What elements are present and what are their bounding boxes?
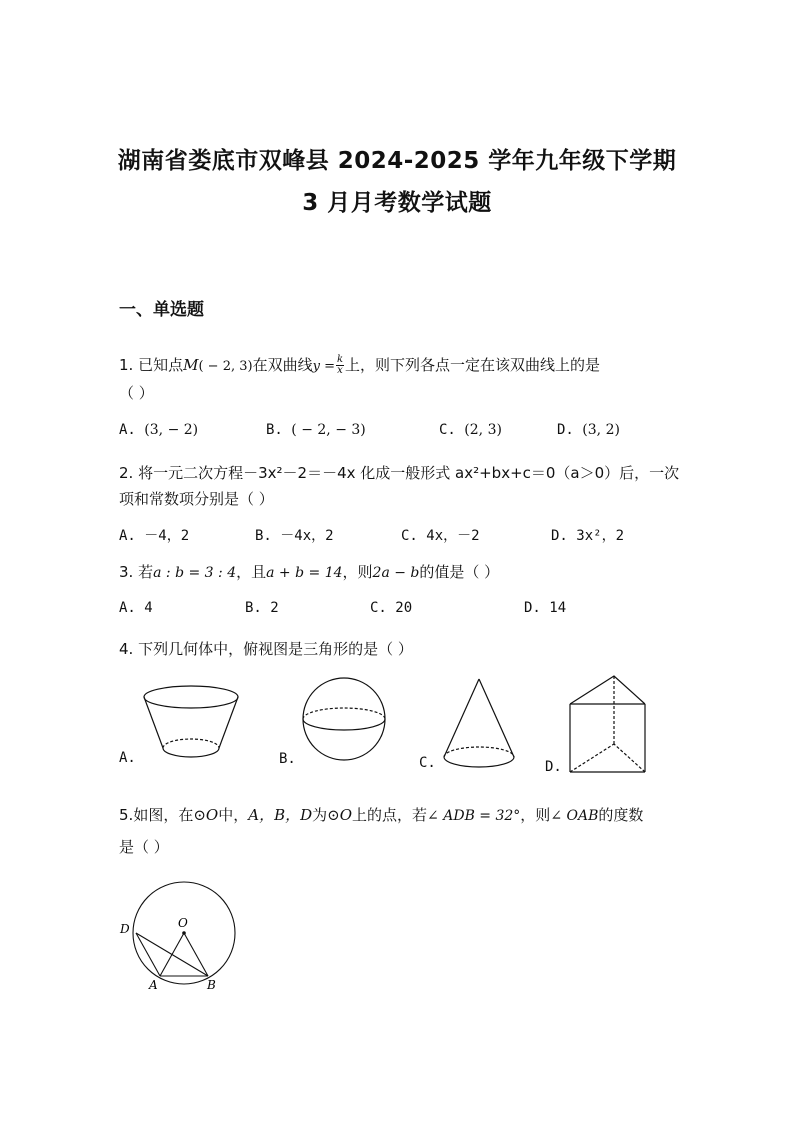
label-b: B	[207, 978, 216, 992]
question-2-stem-line2: 项和常数项分别是（ ）	[119, 490, 274, 508]
question-number: 3.	[119, 563, 134, 581]
label-d: D	[120, 922, 130, 936]
q4-option-c-label[interactable]: C.	[419, 755, 436, 771]
q4-option-a-label[interactable]: A.	[119, 750, 136, 766]
q2-option-b[interactable]: B. －4x，2	[255, 528, 334, 544]
q4-option-b-label[interactable]: B.	[279, 751, 296, 767]
question-3-stem: 3. 若a : b = 3 : 4，且a + b = 14，则2a − b的值是（ ）	[119, 563, 500, 581]
cone-figure	[444, 679, 514, 767]
label-a: A	[149, 978, 158, 992]
q2-option-a[interactable]: A. －4，2	[119, 528, 190, 544]
frustum-figure	[144, 686, 238, 757]
q1-option-d[interactable]: D. (3, 2)	[557, 422, 620, 438]
triangular-prism-figure	[570, 676, 645, 772]
question-1-answer-paren: （ ）	[119, 384, 154, 402]
q2-option-d[interactable]: D. 3x²，2	[551, 528, 625, 544]
q3-option-b[interactable]: B. 2	[245, 600, 279, 616]
q3-option-a[interactable]: A. 4	[119, 600, 153, 616]
question-5-stem-line1: 5.如图，在⊙O中，A，B，D为⊙O上的点，若∠ ADB = 32°，则∠ OAB的度数	[119, 806, 644, 824]
q1-option-c[interactable]: C. (2, 3)	[439, 422, 502, 438]
question-4-stem: 4. 下列几何体中，俯视图是三角形的是（ ）	[119, 640, 413, 658]
page-title-line2: 3 月月考数学试题	[302, 190, 492, 216]
question-number: 5.	[119, 806, 134, 824]
q1-option-a[interactable]: A. (3, − 2)	[119, 422, 199, 438]
label-o: O	[178, 916, 188, 930]
q2-option-c[interactable]: C. 4x，－2	[401, 528, 480, 544]
page-title-line1: 湖南省娄底市双峰县 2024-2025 学年九年级下学期	[117, 148, 677, 174]
question-2-stem-line1: 2. 将一元二次方程－3x²－2＝－4x 化成一般形式 ax²+bx+c＝0（a＞0）后，一次	[119, 464, 680, 482]
q1-option-b[interactable]: B. ( − 2, − 3)	[266, 422, 366, 438]
question-1-stem: 1. 已知点M( − 2, 3)在双曲线y = $\frac{k}{x}$ 上，则下列各点一定在该双曲线上的是	[119, 354, 601, 376]
question-number: 1.	[119, 356, 134, 374]
q5-circle-figure	[110, 875, 250, 1000]
sphere-figure	[303, 678, 385, 760]
question-number: 2.	[119, 464, 134, 482]
q3-option-c[interactable]: C. 20	[370, 600, 413, 616]
q3-option-d[interactable]: D. 14	[524, 600, 567, 616]
fraction-k-over-x: $\frac{k}{x}$	[336, 354, 344, 376]
q4-solids-figure	[0, 670, 794, 785]
circle-symbol-icon: ⊙	[327, 806, 340, 824]
question-number: 4.	[119, 640, 134, 658]
circle-symbol-icon: ⊙	[193, 806, 206, 824]
question-5-stem-line2: 是（ ）	[119, 838, 169, 856]
section-heading: 一、单选题	[119, 300, 204, 320]
q4-option-d-label[interactable]: D.	[545, 759, 562, 775]
